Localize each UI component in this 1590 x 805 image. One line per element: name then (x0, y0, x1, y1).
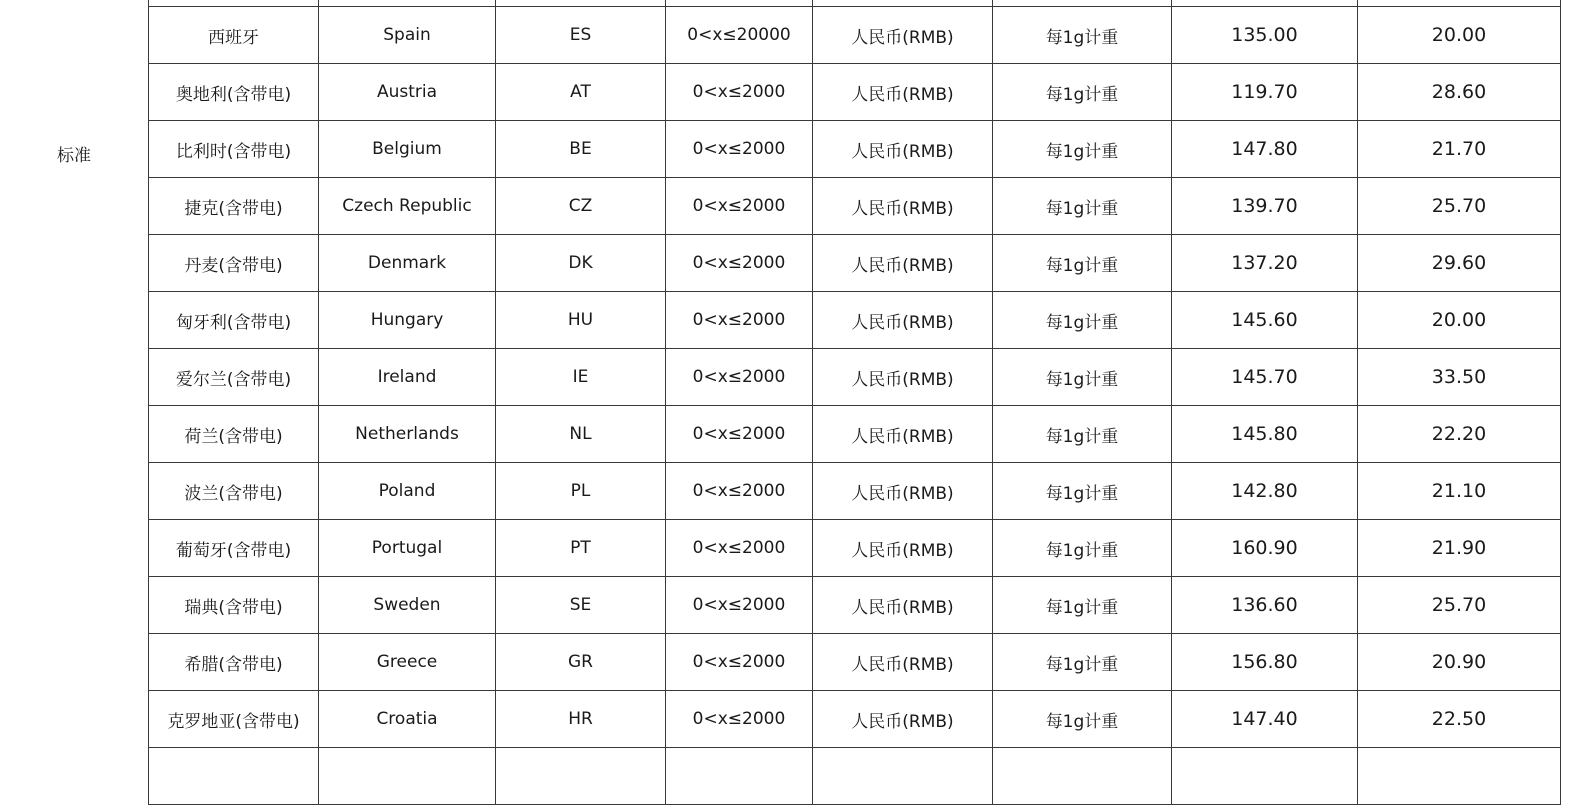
weight-range-cell: 0<x≤2000 (666, 577, 813, 634)
country-name-cn-cell: 克罗地亚(含带电) (149, 691, 319, 748)
country-code-cell: GR (496, 634, 666, 691)
currency-cell: 人民币(RMB) (813, 121, 993, 178)
country-name-en-cell: Spain (319, 7, 496, 64)
rate-cell: 119.70 (1172, 64, 1358, 121)
country-code-cell: NL (496, 406, 666, 463)
handling-fee-cell: 29.60 (1358, 235, 1561, 292)
country-code-cell: HR (496, 691, 666, 748)
country-name-en-cell: Portugal (319, 520, 496, 577)
country-code-cell: DK (496, 235, 666, 292)
table-row (149, 634, 1561, 691)
country-name-en-cell: Ireland (319, 349, 496, 406)
table-row (149, 520, 1561, 577)
country-name-cn-cell: 丹麦(含带电) (149, 235, 319, 292)
billing-unit-cell: 每1g计重 (993, 577, 1172, 634)
weight-range-cell: 0<x≤2000 (666, 520, 813, 577)
rate-cell: 145.70 (1172, 349, 1358, 406)
table-row (149, 121, 1561, 178)
handling-fee-cell: 20.00 (1358, 7, 1561, 64)
rate-cell: 139.70 (1172, 178, 1358, 235)
rate-cell: 147.80 (1172, 121, 1358, 178)
table-row (149, 406, 1561, 463)
billing-unit-cell: 每1g计重 (993, 7, 1172, 64)
table-row (149, 292, 1561, 349)
weight-range-cell: 0<x≤2000 (666, 349, 813, 406)
rate-cell: 145.60 (1172, 292, 1358, 349)
country-code-cell: ES (496, 7, 666, 64)
country-name-en-cell: Greece (319, 634, 496, 691)
country-name-cn-cell: 葡萄牙(含带电) (149, 520, 319, 577)
currency-cell: 人民币(RMB) (813, 235, 993, 292)
country-name-cn-cell: 爱尔兰(含带电) (149, 349, 319, 406)
country-name-en-cell: Sweden (319, 577, 496, 634)
billing-unit-cell: 每1g计重 (993, 691, 1172, 748)
handling-fee-cell: 21.90 (1358, 520, 1561, 577)
billing-unit-cell: 每1g计重 (993, 64, 1172, 121)
table-row (149, 178, 1561, 235)
rate-cell: 145.80 (1172, 406, 1358, 463)
billing-unit-cell: 每1g计重 (993, 463, 1172, 520)
currency-cell: 人民币(RMB) (813, 292, 993, 349)
currency-cell: 人民币(RMB) (813, 406, 993, 463)
weight-range-cell: 0<x≤2000 (666, 64, 813, 121)
rate-cell: 136.60 (1172, 577, 1358, 634)
billing-unit-cell: 每1g计重 (993, 178, 1172, 235)
country-name-cn-cell: 瑞典(含带电) (149, 577, 319, 634)
weight-range-cell: 0<x≤2000 (666, 121, 813, 178)
billing-unit-cell: 每1g计重 (993, 520, 1172, 577)
country-code-cell: AT (496, 64, 666, 121)
weight-range-cell: 0<x≤2000 (666, 292, 813, 349)
handling-fee-cell: 25.70 (1358, 577, 1561, 634)
handling-fee-cell: 25.70 (1358, 178, 1561, 235)
rate-cell: 137.20 (1172, 235, 1358, 292)
service-group-label-text: 标准 (57, 145, 91, 166)
weight-range-cell: 0<x≤2000 (666, 691, 813, 748)
country-name-en-cell: Belgium (319, 121, 496, 178)
country-code-cell: CZ (496, 178, 666, 235)
rate-cell: 142.80 (1172, 463, 1358, 520)
country-name-en-cell: Hungary (319, 292, 496, 349)
billing-unit-cell: 每1g计重 (993, 406, 1172, 463)
weight-range-cell: 0<x≤2000 (666, 235, 813, 292)
currency-cell: 人民币(RMB) (813, 463, 993, 520)
country-name-cn-cell: 匈牙利(含带电) (149, 292, 319, 349)
handling-fee-cell: 20.90 (1358, 634, 1561, 691)
billing-unit-cell: 每1g计重 (993, 292, 1172, 349)
handling-fee-cell: 21.10 (1358, 463, 1561, 520)
handling-fee-cell: 22.20 (1358, 406, 1561, 463)
country-code-cell: PT (496, 520, 666, 577)
table-row (149, 235, 1561, 292)
country-name-en-cell: Czech Republic (319, 178, 496, 235)
weight-range-cell: 0<x≤2000 (666, 634, 813, 691)
rate-cell: 135.00 (1172, 7, 1358, 64)
country-name-cn-cell: 荷兰(含带电) (149, 406, 319, 463)
shipping-rate-table (148, 0, 1561, 805)
currency-cell: 人民币(RMB) (813, 691, 993, 748)
country-name-en-cell: Croatia (319, 691, 496, 748)
handling-fee-cell: 20.00 (1358, 292, 1561, 349)
weight-range-cell: 0<x≤20000 (666, 7, 813, 64)
country-code-cell: IE (496, 349, 666, 406)
currency-cell: 人民币(RMB) (813, 64, 993, 121)
table-row-partial-bottom (149, 748, 1561, 805)
handling-fee-cell: 33.50 (1358, 349, 1561, 406)
handling-fee-cell: 22.50 (1358, 691, 1561, 748)
billing-unit-cell: 每1g计重 (993, 235, 1172, 292)
rate-cell: 147.40 (1172, 691, 1358, 748)
table-row (149, 463, 1561, 520)
weight-range-cell: 0<x≤2000 (666, 406, 813, 463)
service-group-label (0, 0, 148, 766)
country-name-en-cell: Netherlands (319, 406, 496, 463)
billing-unit-cell: 每1g计重 (993, 634, 1172, 691)
country-code-cell: HU (496, 292, 666, 349)
currency-cell: 人民币(RMB) (813, 520, 993, 577)
handling-fee-cell: 28.60 (1358, 64, 1561, 121)
currency-cell: 人民币(RMB) (813, 7, 993, 64)
country-name-cn-cell: 波兰(含带电) (149, 463, 319, 520)
table-row (149, 577, 1561, 634)
country-name-cn-cell: 西班牙 (149, 7, 319, 64)
country-code-cell: PL (496, 463, 666, 520)
country-name-en-cell: Denmark (319, 235, 496, 292)
currency-cell: 人民币(RMB) (813, 349, 993, 406)
country-name-cn-cell: 希腊(含带电) (149, 634, 319, 691)
weight-range-cell: 0<x≤2000 (666, 463, 813, 520)
country-name-cn-cell: 捷克(含带电) (149, 178, 319, 235)
rate-cell: 160.90 (1172, 520, 1358, 577)
country-name-cn-cell: 奥地利(含带电) (149, 64, 319, 121)
table-row (149, 64, 1561, 121)
country-code-cell: BE (496, 121, 666, 178)
billing-unit-cell: 每1g计重 (993, 349, 1172, 406)
currency-cell: 人民币(RMB) (813, 577, 993, 634)
table-row (149, 691, 1561, 748)
weight-range-cell: 0<x≤2000 (666, 178, 813, 235)
rate-cell: 156.80 (1172, 634, 1358, 691)
table-row (149, 349, 1561, 406)
currency-cell: 人民币(RMB) (813, 634, 993, 691)
country-name-cn-cell: 比利时(含带电) (149, 121, 319, 178)
country-code-cell: SE (496, 577, 666, 634)
currency-cell: 人民币(RMB) (813, 178, 993, 235)
country-name-en-cell: Poland (319, 463, 496, 520)
table-row (149, 7, 1561, 64)
handling-fee-cell: 21.70 (1358, 121, 1561, 178)
country-name-en-cell: Austria (319, 64, 496, 121)
billing-unit-cell: 每1g计重 (993, 121, 1172, 178)
